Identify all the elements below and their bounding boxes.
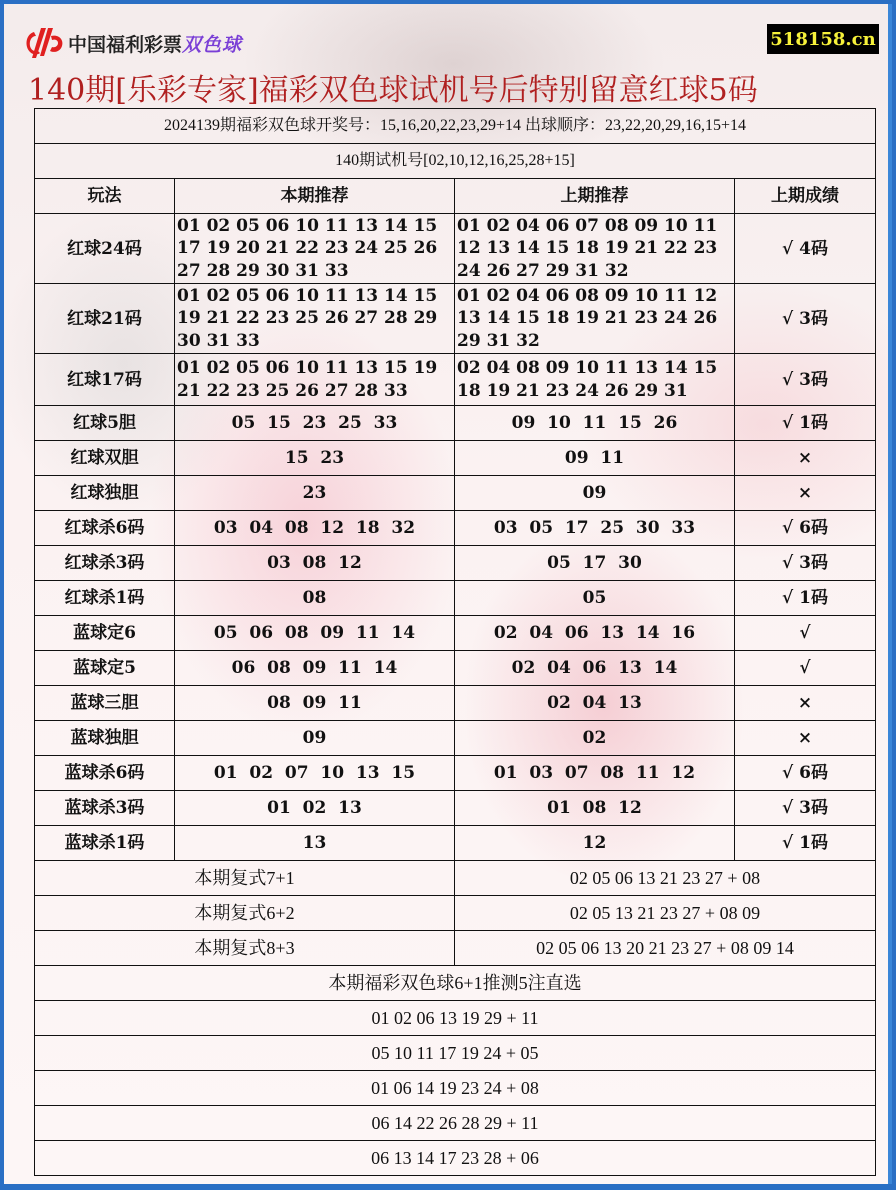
previous-numbers: 09 — [455, 476, 735, 511]
current-numbers: 08 09 11 — [175, 686, 455, 721]
current-numbers: 01 02 13 — [175, 791, 455, 826]
number-line: 01 02 05 06 10 11 13 14 15 — [177, 215, 438, 236]
current-numbers: 05 15 23 25 33 — [175, 406, 455, 441]
play-label: 红球杀3码 — [35, 546, 175, 581]
number-line: 19 21 22 23 25 26 27 28 29 — [177, 308, 438, 329]
compound-label: 本期复式7+1 — [35, 861, 455, 896]
lottery-logo — [24, 26, 242, 60]
logo-text: 中国福利彩票 — [68, 33, 183, 56]
play-label: 红球独胆 — [35, 476, 175, 511]
play-label: 蓝球三胆 — [35, 686, 175, 721]
current-numbers: 03 04 08 12 18 32 — [175, 511, 455, 546]
play-label: 蓝球杀3码 — [35, 791, 175, 826]
header-previous: 上期推荐 — [455, 179, 735, 214]
pick-numbers: 06 13 14 17 23 28 + 06 — [35, 1141, 876, 1176]
previous-numbers: 09 11 — [455, 441, 735, 476]
table-row — [35, 686, 876, 721]
number-line: 21 22 23 25 26 27 28 33 — [177, 380, 408, 401]
draw-result: 2024139期福彩双色球开奖号：15,16,20,22,23,29+14 出球顺序：23,22,20,29,16,15+14 — [35, 109, 876, 144]
pick-row — [35, 1071, 876, 1106]
header-play: 玩法 — [35, 179, 175, 214]
previous-numbers: 02 04 06 13 14 16 — [455, 616, 735, 651]
compound-numbers: 02 05 13 21 23 27 + 08 09 — [455, 896, 876, 931]
table-row — [35, 511, 876, 546]
compound-row — [35, 896, 876, 931]
pick-numbers: 01 02 06 13 19 29 + 11 — [35, 1001, 876, 1036]
table-row — [35, 826, 876, 861]
current-numbers — [175, 354, 455, 406]
picks-title: 本期福彩双色球6+1推测5注直选 — [35, 966, 876, 1001]
play-label: 蓝球杀1码 — [35, 826, 175, 861]
result-badge: × — [735, 721, 876, 756]
previous-numbers: 01 08 12 — [455, 791, 735, 826]
table-row — [35, 721, 876, 756]
header-current: 本期推荐 — [175, 179, 455, 214]
play-label: 蓝球定5 — [35, 651, 175, 686]
result-badge: × — [735, 476, 876, 511]
table-row — [35, 616, 876, 651]
number-line: 12 13 14 15 18 19 21 22 23 — [457, 238, 718, 259]
current-numbers: 06 08 09 11 14 — [175, 651, 455, 686]
previous-numbers: 12 — [455, 826, 735, 861]
pick-numbers: 01 06 14 19 23 24 + 08 — [35, 1071, 876, 1106]
site-badge[interactable]: 518158.cn — [767, 24, 879, 54]
pick-row — [35, 1106, 876, 1141]
result-badge: √ — [735, 651, 876, 686]
result-badge: √ 3码 — [735, 284, 876, 354]
result-badge: √ 4码 — [735, 214, 876, 284]
compound-row — [35, 861, 876, 896]
play-label: 蓝球杀6码 — [35, 756, 175, 791]
result-badge: √ 3码 — [735, 791, 876, 826]
table-row — [35, 651, 876, 686]
result-badge: √ 1码 — [735, 406, 876, 441]
pick-row — [35, 1001, 876, 1036]
previous-numbers: 09 10 11 15 26 — [455, 406, 735, 441]
trial-numbers: 140期试机号[02,10,12,16,25,28+15] — [35, 144, 876, 179]
current-numbers: 05 06 08 09 11 14 — [175, 616, 455, 651]
previous-numbers: 02 — [455, 721, 735, 756]
play-label: 蓝球定6 — [35, 616, 175, 651]
previous-numbers — [455, 354, 735, 406]
pick-numbers: 05 10 11 17 19 24 + 05 — [35, 1036, 876, 1071]
current-numbers: 01 02 07 10 13 15 — [175, 756, 455, 791]
table-row — [35, 284, 876, 354]
number-line: 30 31 33 — [177, 330, 260, 351]
pick-row — [35, 1141, 876, 1176]
table-row — [35, 581, 876, 616]
draw-result-row — [35, 109, 876, 144]
compound-numbers: 02 05 06 13 20 21 23 27 + 08 09 14 — [455, 931, 876, 966]
picks-title-row — [35, 966, 876, 1001]
table-row — [35, 441, 876, 476]
number-line: 13 14 15 18 19 21 23 24 26 — [457, 308, 718, 329]
play-label: 红球双胆 — [35, 441, 175, 476]
compound-numbers: 02 05 06 13 21 23 27 + 08 — [455, 861, 876, 896]
prediction-table — [34, 108, 876, 1176]
result-badge: √ 6码 — [735, 511, 876, 546]
current-numbers: 23 — [175, 476, 455, 511]
table-row — [35, 756, 876, 791]
previous-numbers: 01 03 07 08 11 12 — [455, 756, 735, 791]
pick-row — [35, 1036, 876, 1071]
play-label: 红球17码 — [35, 354, 175, 406]
previous-numbers — [455, 214, 735, 284]
number-line: 01 02 04 06 07 08 09 10 11 — [457, 215, 718, 236]
result-badge: √ 3码 — [735, 354, 876, 406]
table-row — [35, 476, 876, 511]
play-label: 红球杀1码 — [35, 581, 175, 616]
play-label: 红球5胆 — [35, 406, 175, 441]
current-numbers: 15 23 — [175, 441, 455, 476]
cwl-logo-icon — [24, 26, 64, 60]
result-badge: √ 3码 — [735, 546, 876, 581]
compound-label: 本期复式8+3 — [35, 931, 455, 966]
previous-numbers: 02 04 06 13 14 — [455, 651, 735, 686]
number-line: 18 19 21 23 24 26 29 31 — [457, 380, 688, 401]
header-result: 上期成绩 — [735, 179, 876, 214]
number-line: 01 02 04 06 08 09 10 11 12 — [457, 285, 718, 306]
result-badge: √ 1码 — [735, 826, 876, 861]
result-badge: × — [735, 441, 876, 476]
current-numbers: 03 08 12 — [175, 546, 455, 581]
current-numbers — [175, 284, 455, 354]
logo-subtitle: 双色球 — [182, 33, 243, 56]
compound-label: 本期复式6+2 — [35, 896, 455, 931]
table-row — [35, 354, 876, 406]
number-line: 24 26 27 29 31 32 — [457, 260, 629, 281]
compound-row — [35, 931, 876, 966]
play-label: 蓝球独胆 — [35, 721, 175, 756]
previous-numbers: 03 05 17 25 30 33 — [455, 511, 735, 546]
number-line: 17 19 20 21 22 23 24 25 26 — [177, 238, 438, 259]
trial-numbers-row — [35, 144, 876, 179]
number-line: 01 02 05 06 10 11 13 14 15 — [177, 285, 438, 306]
play-label: 红球杀6码 — [35, 511, 175, 546]
current-numbers: 13 — [175, 826, 455, 861]
result-badge: × — [735, 686, 876, 721]
table-row — [35, 546, 876, 581]
current-numbers: 09 — [175, 721, 455, 756]
previous-numbers: 05 — [455, 581, 735, 616]
number-line: 27 28 29 30 31 33 — [177, 260, 349, 281]
result-badge: √ 1码 — [735, 581, 876, 616]
previous-numbers — [455, 284, 735, 354]
number-line: 02 04 08 09 10 11 13 14 15 — [457, 358, 718, 378]
result-badge: √ — [735, 616, 876, 651]
play-label: 红球21码 — [35, 284, 175, 354]
page-title: 140期[乐彩专家]福彩双色球试机号后特别留意红球5码 — [28, 73, 758, 108]
play-label: 红球24码 — [35, 214, 175, 284]
table-header-row — [35, 179, 876, 214]
number-line: 01 02 05 06 10 11 13 15 19 — [177, 358, 438, 378]
table-row — [35, 791, 876, 826]
page-frame — [4, 4, 892, 1184]
previous-numbers: 02 04 13 — [455, 686, 735, 721]
table-row — [35, 406, 876, 441]
pick-numbers: 06 14 22 26 28 29 + 11 — [35, 1106, 876, 1141]
result-badge: √ 6码 — [735, 756, 876, 791]
table-row — [35, 214, 876, 284]
current-numbers — [175, 214, 455, 284]
number-line: 29 31 32 — [457, 330, 540, 351]
previous-numbers: 05 17 30 — [455, 546, 735, 581]
current-numbers: 08 — [175, 581, 455, 616]
